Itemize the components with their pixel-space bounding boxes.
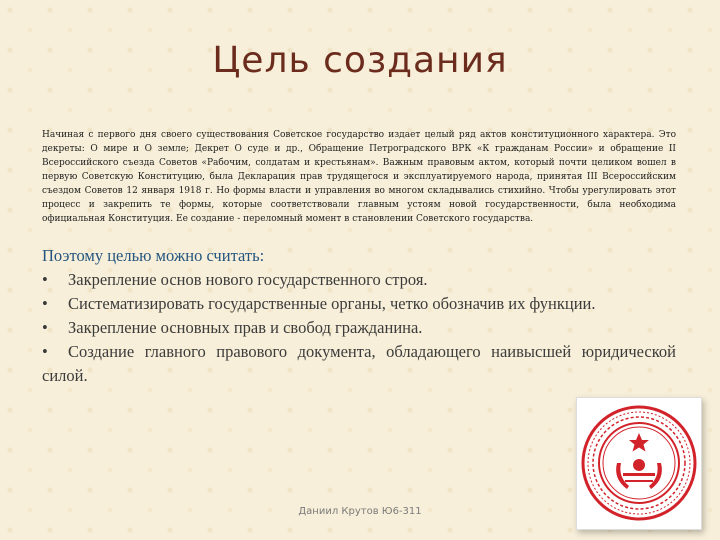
bullet-marker: • xyxy=(42,270,48,289)
goal-item-2 xyxy=(42,292,676,316)
footer-author: Даниил Крутов Ю6-311 xyxy=(298,506,422,517)
goals-block xyxy=(42,244,676,388)
slide-title: Цель создания xyxy=(212,40,508,81)
goal-item-1 xyxy=(42,268,676,292)
bullet-marker: • xyxy=(42,294,48,313)
goal-item-4 xyxy=(42,340,676,388)
goal-text: Закрепление основных прав и свобод гражданина. xyxy=(68,318,423,337)
bullet-marker: • xyxy=(42,318,48,337)
goal-text: Создание главного правового документа, обладающего наивысшей юридической силой. xyxy=(42,342,676,385)
seal-image-frame xyxy=(576,397,702,530)
goal-text: Закрепление основ нового государственного строя. xyxy=(68,270,428,289)
intro-paragraph: Начиная с первого дня своего существования Советское государство издает целый ряд актов конституционного характера. Это декреты: О мире и О земле; Декрет О суде и др., Обращение Петроградского ВРК «К гражданам России» и обращение II Всероссийского съезда Советов «Рабочим, солдатам и крестьянам». Важным правовым актом, который почти целиком вошел в первую Советскую Конституцию, была Декларация прав трудящегося и эксплуатируемого народа, принятая III Всероссийским съездом Советов 12 января 1918 г. Но формы власти и управления во многом складывались стихийно. Чтобы урегулировать этот процесс и закрепить те формы, которые соответствовали главным устоям новой государственности, была необходима официальная Конституция. Ее создание - переломный момент в становлении Советского государства. xyxy=(42,130,676,224)
goal-item-3 xyxy=(42,316,676,340)
bullet-marker: • xyxy=(42,342,48,361)
goal-text: Систематизировать государственные органы, четко обозначив их функции. xyxy=(68,294,596,313)
seal-emblem-icon xyxy=(579,403,699,523)
goals-lead: Поэтому целью можно считать: xyxy=(42,246,265,265)
